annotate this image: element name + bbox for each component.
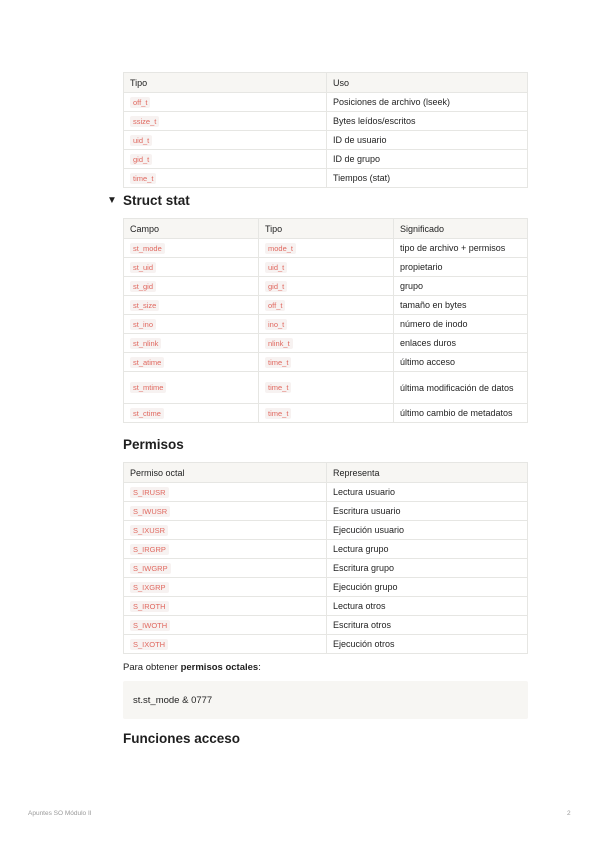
meaning-cell: enlaces duros — [394, 334, 528, 353]
table-row — [124, 372, 528, 404]
table-row — [124, 277, 528, 296]
footer-doc-title: Apuntes SO Módulo II — [28, 810, 92, 817]
usage-cell: Posiciones de archivo (lseek) — [327, 93, 528, 112]
represents-cell: Lectura otros — [327, 597, 528, 616]
table-row — [124, 93, 528, 112]
field-code: st_ino — [130, 319, 156, 330]
table-header-row — [124, 463, 528, 483]
page-content — [107, 72, 528, 756]
field-code: st_ctime — [130, 408, 164, 419]
represents-cell: Lectura grupo — [327, 540, 528, 559]
meaning-cell: tipo de archivo + permisos — [394, 239, 528, 258]
struct-stat-table — [123, 218, 528, 423]
type-code: nlink_t — [265, 338, 293, 349]
table-row — [124, 635, 528, 654]
column-header: Tipo — [124, 73, 327, 93]
usage-cell: ID de grupo — [327, 150, 528, 169]
usage-cell: ID de usuario — [327, 131, 528, 150]
type-code: time_t — [265, 408, 291, 419]
field-code: st_nlink — [130, 338, 161, 349]
section-title: Struct stat — [123, 192, 190, 208]
type-code: time_t — [265, 357, 291, 368]
table-row — [124, 559, 528, 578]
meaning-cell: tamaño en bytes — [394, 296, 528, 315]
table-row — [124, 578, 528, 597]
represents-cell: Escritura otros — [327, 616, 528, 635]
field-code: st_uid — [130, 262, 156, 273]
table-row — [124, 112, 528, 131]
type-code: gid_t — [265, 281, 287, 292]
type-code: ssize_t — [130, 116, 159, 127]
triangle-down-icon[interactable]: ▼ — [107, 194, 117, 206]
field-code: st_mode — [130, 243, 165, 254]
permission-code: S_IRGRP — [130, 544, 169, 555]
table-row — [124, 597, 528, 616]
type-code: off_t — [265, 300, 285, 311]
type-code: time_t — [130, 173, 156, 184]
funciones-acceso-heading: Funciones acceso — [123, 731, 241, 746]
column-header: Representa — [327, 463, 528, 483]
column-header: Significado — [394, 219, 528, 239]
type-code: uid_t — [130, 135, 152, 146]
meaning-cell: número de inodo — [394, 315, 528, 334]
table-row — [124, 521, 528, 540]
page-number: 2 — [567, 810, 571, 817]
table-row — [124, 150, 528, 169]
type-code: uid_t — [265, 262, 287, 273]
represents-cell: Ejecución grupo — [327, 578, 528, 597]
represents-cell: Escritura grupo — [327, 559, 528, 578]
meaning-cell: último acceso — [394, 353, 528, 372]
table-row — [124, 131, 528, 150]
permission-code: S_IRUSR — [130, 487, 169, 498]
code-block — [123, 681, 528, 719]
column-header: Tipo — [259, 219, 394, 239]
table-row — [124, 258, 528, 277]
table-row — [124, 239, 528, 258]
represents-cell: Lectura usuario — [327, 483, 528, 502]
types-table — [123, 72, 528, 188]
type-code: ino_t — [265, 319, 287, 330]
table-row — [124, 616, 528, 635]
type-code: off_t — [130, 97, 150, 108]
table-header-row — [124, 219, 528, 239]
column-header: Uso — [327, 73, 528, 93]
struct-stat-toggle-heading[interactable] — [107, 190, 528, 210]
table-row — [124, 315, 528, 334]
permisos-heading: Permisos — [123, 437, 184, 452]
meaning-cell: grupo — [394, 277, 528, 296]
represents-cell: Ejecución usuario — [327, 521, 528, 540]
field-code: st_gid — [130, 281, 156, 292]
field-code: st_atime — [130, 357, 164, 368]
code-text: st.st_mode & 0777 — [133, 694, 213, 706]
table-row — [124, 404, 528, 423]
permission-code: S_IWOTH — [130, 620, 170, 631]
bold-phrase: permisos octales — [180, 662, 259, 673]
table-row — [124, 502, 528, 521]
table-row — [124, 296, 528, 315]
represents-cell: Ejecución otros — [327, 635, 528, 654]
column-header: Campo — [124, 219, 259, 239]
meaning-cell: último cambio de metadatos — [394, 404, 528, 423]
field-code: st_size — [130, 300, 159, 311]
table-row — [124, 169, 528, 188]
type-code: time_t — [265, 382, 291, 393]
type-code: gid_t — [130, 154, 152, 165]
permission-code: S_IROTH — [130, 601, 169, 612]
permission-code: S_IWUSR — [130, 506, 170, 517]
meaning-cell: última modificación de datos — [394, 372, 528, 404]
column-header: Permiso octal — [124, 463, 327, 483]
permission-code: S_IWGRP — [130, 563, 171, 574]
permission-code: S_IXOTH — [130, 639, 168, 650]
table-header-row — [124, 73, 528, 93]
usage-cell: Bytes leídos/escritos — [327, 112, 528, 131]
meaning-cell: propietario — [394, 258, 528, 277]
field-code: st_mtime — [130, 382, 166, 393]
octal-permissions-paragraph: Para obtener permisos octales: — [123, 662, 261, 673]
table-row — [124, 353, 528, 372]
table-row — [124, 483, 528, 502]
type-code: mode_t — [265, 243, 296, 254]
table-row — [124, 540, 528, 559]
represents-cell: Escritura usuario — [327, 502, 528, 521]
table-row — [124, 334, 528, 353]
usage-cell: Tiempos (stat) — [327, 169, 528, 188]
permission-code: S_IXUSR — [130, 525, 168, 536]
permission-code: S_IXGRP — [130, 582, 169, 593]
permisos-table — [123, 462, 528, 654]
